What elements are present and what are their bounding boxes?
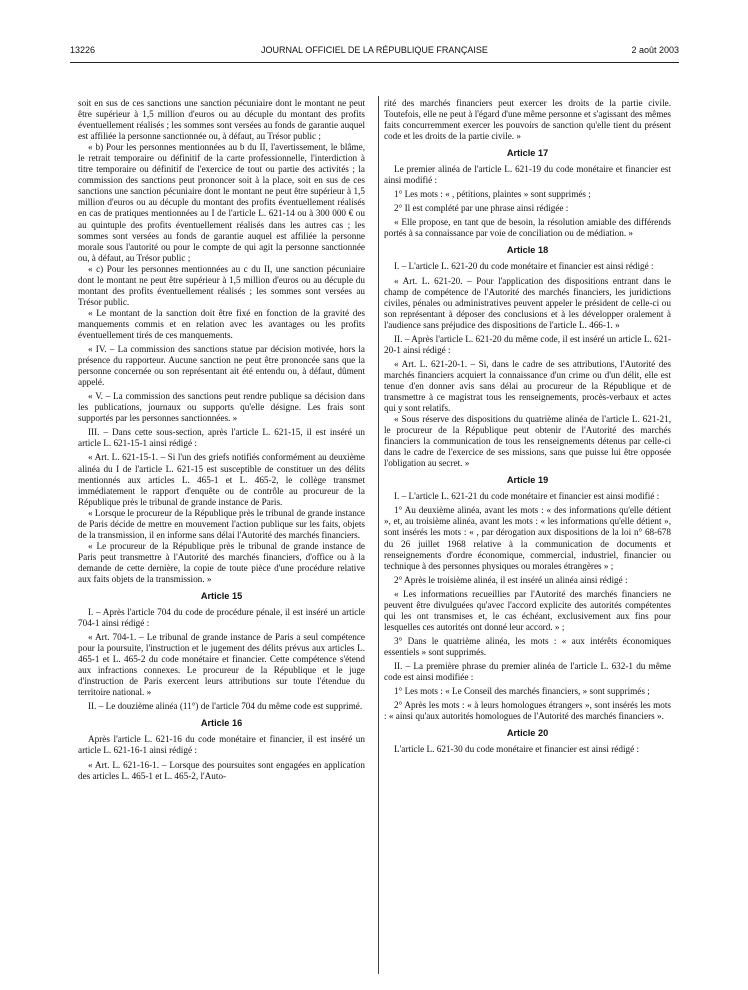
page-header <box>70 45 679 59</box>
paragraph: II. – La première phrase du premier alinéa de l'article L. 632-1 du même code est ainsi modifiée : <box>384 660 671 683</box>
paragraph: « Le procureur de la République près le tribunal de grande instance de Paris peut transmettre à l'Autorité des marchés financiers, d'office ou à la demande de cette dernière, la copie de toute pièce d'une procédure relative aux faits objets de la transmission. » <box>78 540 365 584</box>
article-heading: Article 17 <box>506 148 549 159</box>
paragraph: I. – L'article L. 621-21 du code monétaire et financier est ainsi modifié : <box>394 491 660 502</box>
publication-date: 2 août 2003 <box>631 45 679 55</box>
paragraph: « b) Pour les personnes mentionnées au b du II, l'avertissement, le blâme, le retrait temporaire ou définitif de la carte professionnelle, l'interdiction à titre temporaire ou définitif de l'exercice de tout ou partie des activités ; la commission des sanctions peut prononcer soit à la place, soit en sus de ces sanctions une sanction pécuniaire dont le montant ne peut être supérieur à 1,5 million d'euros ou au décuple du montant des profits éventuellement réalisés en cas de pratiques mentionnées au I de l'article L. 621-14 ou à 300 000 € ou au quintuple des profits éventuellement réalisés dans les autres cas ; les sommes sont versées au fonds de garantie auquel est affiliée la personne morale sous l'autorité ou pour le compte de qui agit la personne sanctionnée ou, à défaut, au Trésor public ; <box>78 142 365 263</box>
paragraph: 1° Les mots : « Le Conseil des marchés financiers, » sont supprimés ; <box>394 686 650 697</box>
article-heading: Article 19 <box>506 475 549 486</box>
paragraph: « Le montant de la sanction doit être fixé en fonction de la gravité des manquements commis et en relation avec les avantages ou les profits éventuellement tirés de ces manquements. <box>78 307 365 340</box>
paragraph: « Les informations recueillies par l'Autorité des marchés financiers ne peuvent être divulguées qu'avec l'accord explicite des autorités compétentes qui les ont transmises et, le cas échéant, exclusivement aux fins pour lesquelles ces autorités ont donné leur accord. » ; <box>384 588 671 632</box>
article-heading: Article 16 <box>200 718 243 729</box>
paragraph: 2° Après les mots : « à leurs homologues étrangers », sont insérés les mots : « ainsi qu'aux autorités homologues de l'Autorité des marchés financiers ». <box>384 700 671 722</box>
article-heading: Article 15 <box>200 591 243 602</box>
paragraph: « Art. 704-1. – Le tribunal de grande instance de Paris a seul compétence pour la poursuite, l'instruction et le jugement des délits prévus aux articles L. 465-1 et L. 465-2 du code monétaire et financier. Cette compétence s'étend aux infractions connexes. Le procureur de la République et le juge d'instruction de Paris exercent leurs attributions sur toute l'étendue du territoire national. » <box>78 632 365 698</box>
paragraph: II. – Après l'article L. 621-20 du même code, il est inséré un article L. 621-20-1 ainsi rédigé : <box>384 333 671 355</box>
paragraph: rité des marchés financiers peut exercer les droits de la partie civile. Toutefois, elle ne peut à l'égard d'une même personne et s'agissant des mêmes faits concurremment exercer les pouvoirs de sanction qu'elle tient du présent code et les droits de la partie civile. » <box>384 98 671 142</box>
paragraph: 2° Il est complété par une phrase ainsi rédigée : <box>394 203 569 214</box>
paragraph: soit en sus de ces sanctions une sanction pécuniaire dont le montant ne peut être supérieur à 1,5 million d'euros ou au décuple du montant des profits éventuellement réalisés ; les sommes sont versées au fonds de garantie auquel est affiliée la personne sanctionnée ou, à défaut, au Trésor public ; <box>78 98 365 142</box>
paragraph: « Art. L. 621-20. – Pour l'application des dispositions entrant dans le champ de compétence de l'Autorité des marchés financiers, les juridictions civiles, pénales ou administratives peuvent appeler le président de celle-ci ou son représentant à déposer des conclusions et à les développer oralement à l'audience sans préjudice des dispositions de l'article L. 466-1. » <box>384 275 671 330</box>
paragraph: « Art. L. 621-20-1. – Si, dans le cadre de ses attributions, l'Autorité des marchés financiers acquiert la connaissance d'un crime ou d'un délit, elle est tenue d'en donner avis sans délai au procureur de la République et de transmettre à ce magistrat tous les renseignements, procès-verbaux et actes qui y sont relatifs. <box>384 358 671 414</box>
paragraph: Après l'article L. 621-16 du code monétaire et financier, il est inséré un article L. 621-16-1 ainsi rédigé : <box>78 734 365 756</box>
paragraph: « Art. L. 621-15-1. – Si l'un des griefs notifiés conformément au deuxième alinéa du I de l'article L. 621-15 est susceptible de constituer un des délits mentionnés aux articles L. 465-1 et L. 465-2, le collège transmet immédiatement le rapport d'enquête ou de contrôle au procureur de la République près le tribunal de grande instance de Paris. <box>78 452 365 507</box>
paragraph: II. – Le douzième alinéa (11°) de l'article 704 du même code est supprimé. <box>88 701 363 712</box>
right-column <box>384 98 671 755</box>
journal-title: JOURNAL OFFICIEL DE LA RÉPUBLIQUE FRANÇAISE <box>261 45 488 55</box>
column-divider <box>378 96 379 974</box>
left-column <box>78 98 365 782</box>
paragraph: « IV. – La commission des sanctions statue par décision motivée, hors la présence du rapporteur. Aucune sanction ne peut être prononcée sans que la personne concernée ou son représentant ait été entendu ou, à défaut, dûment appelé. <box>78 344 365 388</box>
paragraph: 1° Au deuxième alinéa, avant les mots : « des informations qu'elle détient », et, au troisième alinéa, avant les mots : « les informations qu'elle détient », sont insérés les mots : « , par dérogation aux dispositions de la loi n° 68-678 du 26 juillet 1968 relative à la communication de documents et renseignements d'ordre économique, commercial, industriel, financier ou technique à des personnes physiques ou morales étrangères » ; <box>384 505 671 571</box>
paragraph: « Art. L. 621-16-1. – Lorsque des poursuites sont engagées en application des articles L. 465-1 et L. 465-2, l'Auto- <box>78 759 365 781</box>
paragraph: 1° Les mots : « , pétitions, plaintes » sont supprimés ; <box>394 189 591 200</box>
paragraph: « c) Pour les personnes mentionnées au c du II, une sanction pécuniaire dont le montant ne peut être supérieur à 1,5 million d'euros ou au décuple du montant des profits éventuellement réalisés ; les sommes sont versées au Trésor public. <box>78 263 365 307</box>
article-heading: Article 18 <box>506 245 549 256</box>
paragraph: III. – Dans cette sous-section, après l'article L. 621-15, il est inséré un article L. 621-15-1 ainsi rédigé : <box>78 427 365 449</box>
paragraph: I. – Après l'article 704 du code de procédure pénale, il est inséré un article 704-1 ainsi rédigé : <box>78 607 365 629</box>
paragraph: « Sous réserve des dispositions du quatrième alinéa de l'article L. 621-21, le procureur de la République peut obtenir de l'Autorité des marchés financiers la communication de tous les renseignements détenus par celle-ci dans le cadre de l'exercice de ses missions, sans que puisse lui être opposée l'obligation au secret. » <box>384 414 671 469</box>
paragraph: « Lorsque le procureur de la République près le tribunal de grande instance de Paris décide de mettre en mouvement l'action publique sur les faits, objets de la transmission, il en informe sans délai l'Autorité des marchés financiers. <box>78 507 365 540</box>
header-rule <box>70 62 679 63</box>
paragraph: I. – L'article L. 621-20 du code monétaire et financier est ainsi rédigé : <box>394 261 654 272</box>
article-heading: Article 20 <box>506 728 549 739</box>
paragraph: L'article L. 621-30 du code monétaire et financier est ainsi rédigé : <box>394 744 640 755</box>
paragraph: 3° Dans le quatrième alinéa, les mots : « aux intérêts économiques essentiels » sont supprimés. <box>384 635 671 657</box>
paragraph: 2° Après le troisième alinéa, il est inséré un alinéa ainsi rédigé : <box>394 574 628 585</box>
page-number: 13226 <box>70 45 96 55</box>
paragraph: Le premier alinéa de l'article L. 621-19 du code monétaire et financier est ainsi modifié : <box>384 164 671 186</box>
paragraph: « Elle propose, en tant que de besoin, la résolution amiable des différends portés à sa connaissance par voie de conciliation ou de médiation. » <box>384 217 671 239</box>
paragraph: « V. – La commission des sanctions peut rendre publique sa décision dans les publications, journaux ou supports qu'elle désigne. Les frais sont supportés par les personnes sanctionnées. » <box>78 391 365 424</box>
